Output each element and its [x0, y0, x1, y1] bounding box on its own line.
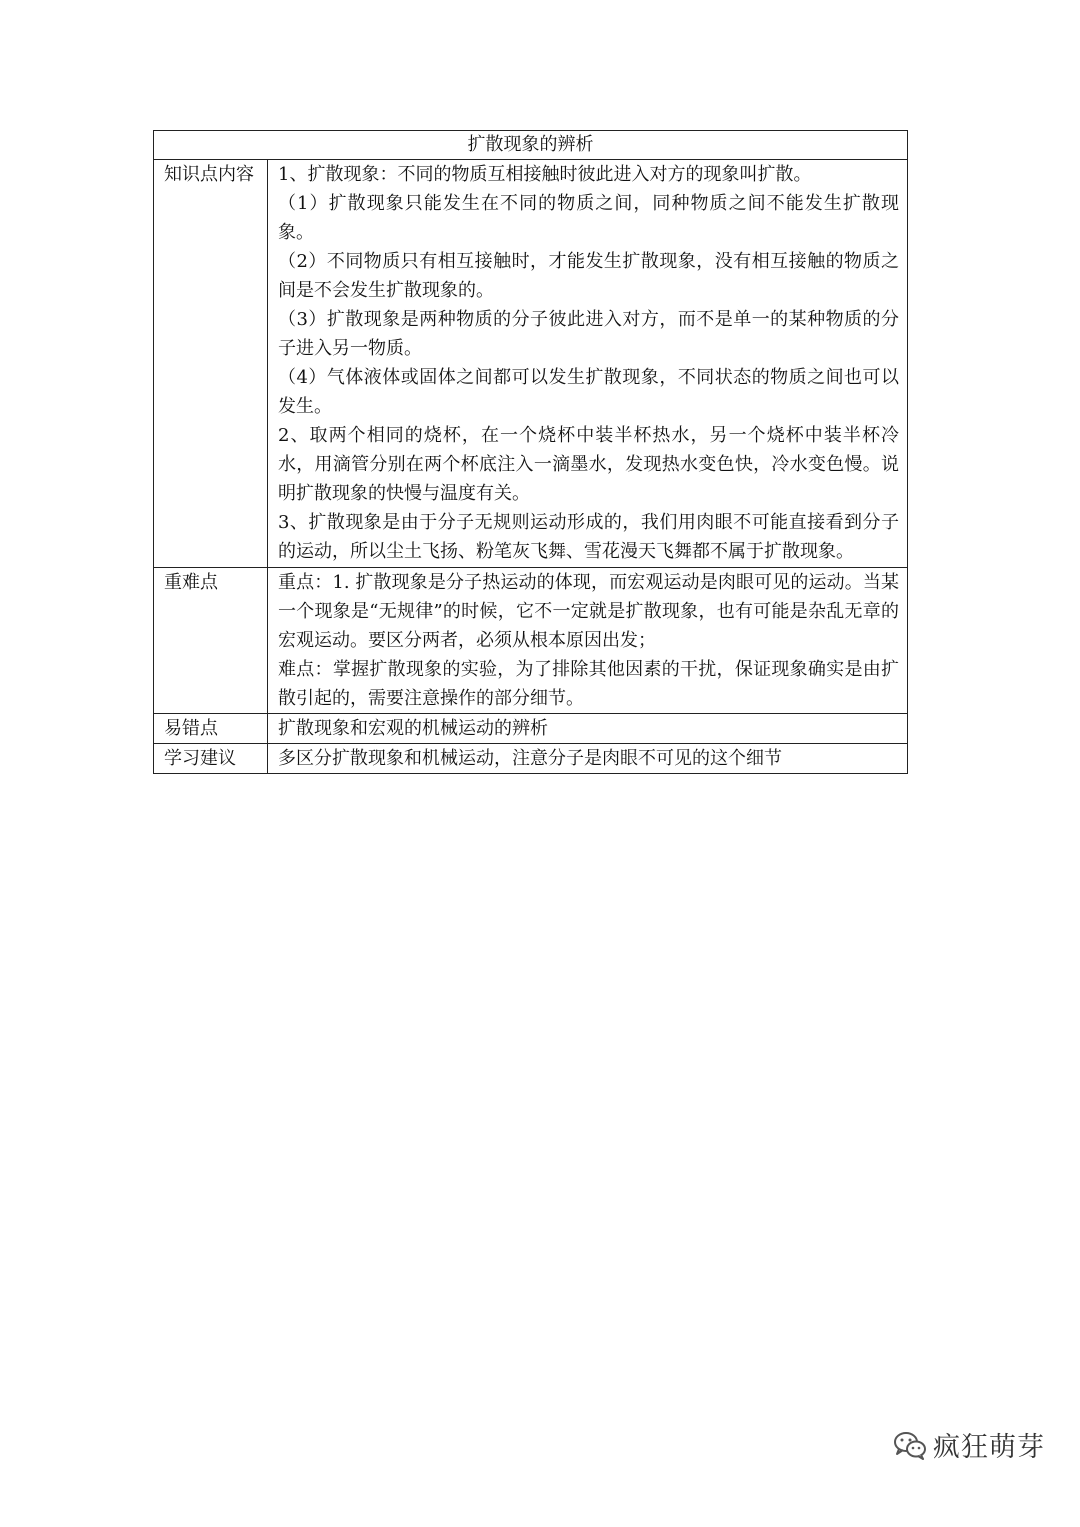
watermark-text: 疯狂萌芽: [933, 1432, 1045, 1463]
row-content-key-points: [268, 568, 908, 714]
watermark: [893, 1425, 1045, 1464]
knowledge-paragraph: 2、取两个相同的烧杯，在一个烧杯中装半杯热水，另一个烧杯中装半杯冷水，用滴管分别在两个杯底注入一滴墨水，发现热水变色快，冷水变色慢。说明扩散现象的快慢与温度有关。: [278, 425, 899, 504]
knowledge-paragraph: （3）扩散现象是两种物质的分子彼此进入对方，而不是单一的某种物质的分子进入另一物质。: [278, 309, 899, 359]
row-label-key-points: 重难点: [154, 568, 268, 714]
table-row-mistakes: [154, 714, 908, 744]
knowledge-paragraph: 3、扩散现象是由于分子无规则运动形成的，我们用肉眼不可能直接看到分子的运动，所以尘土飞扬、粉笔灰飞舞、雪花漫天飞舞都不属于扩散现象。: [278, 512, 899, 562]
advice-paragraph: 多区分扩散现象和机械运动，注意分子是肉眼不可见的这个细节: [278, 748, 782, 769]
table-title-row: [154, 131, 908, 160]
row-label-mistakes: 易错点: [154, 714, 268, 744]
knowledge-table: [153, 130, 908, 774]
row-label-advice: 学习建议: [154, 744, 268, 774]
key-point-paragraph: 重点：1. 扩散现象是分子热运动的体现，而宏观运动是肉眼可见的运动。当某一个现象是“无规律”的时候，它不一定就是扩散现象，也有可能是杂乱无章的宏观运动。要区分两者，必须从根本原因出发；: [278, 572, 899, 651]
knowledge-paragraph: （4）气体液体或固体之间都可以发生扩散现象，不同状态的物质之间也可以发生。: [278, 367, 899, 417]
row-content-advice: [268, 744, 908, 774]
row-label-knowledge: 知识点内容: [154, 160, 268, 568]
row-content-knowledge: [268, 160, 908, 568]
wechat-icon: [893, 1430, 927, 1460]
table-row-advice: [154, 744, 908, 774]
row-content-mistakes: [268, 714, 908, 744]
knowledge-paragraph: （1）扩散现象只能发生在不同的物质之间，同种物质之间不能发生扩散现象。: [278, 193, 899, 243]
table-row-key-points: [154, 568, 908, 714]
mistake-paragraph: 扩散现象和宏观的机械运动的辨析: [278, 718, 548, 739]
table-title: 扩散现象的辨析: [154, 131, 908, 160]
table-row-knowledge: [154, 160, 908, 568]
difficulty-paragraph: 难点：掌握扩散现象的实验，为了排除其他因素的干扰，保证现象确实是由扩散引起的，需要注意操作的部分细节。: [278, 659, 899, 709]
knowledge-paragraph: （2）不同物质只有相互接触时，才能发生扩散现象，没有相互接触的物质之间是不会发生扩散现象的。: [278, 251, 899, 301]
knowledge-paragraph: 1、扩散现象：不同的物质互相接触时彼此进入对方的现象叫扩散。: [278, 164, 812, 185]
